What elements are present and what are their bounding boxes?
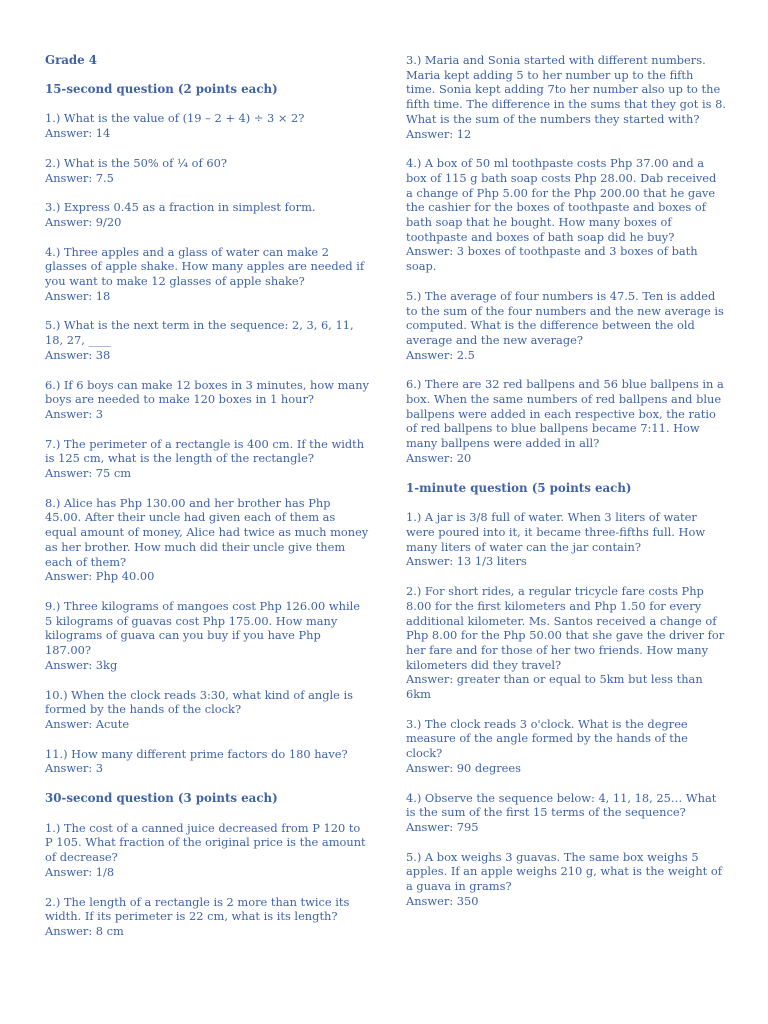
answer-text: Answer: 75 cm — [45, 466, 132, 481]
question-item — [406, 289, 726, 363]
question-text: 6.) There are 32 red ballpens and 56 blue ballpens in a box. When the same numbers of red ballpens and blue ballpens were added in each respective box, the ratio of red ballpens to blue ballpens became 7:11. How many ballpens were added in all? — [406, 377, 724, 451]
question-text: 1.) A jar is 3/8 full of water. When 3 liters of water were poured into it, it became three-fifths full. How many liters of water can the jar contain? — [406, 510, 706, 554]
question-item — [406, 850, 726, 909]
answer-text: Answer: 20 — [406, 450, 472, 465]
question-text: 1.) The cost of a canned juice decreased from P 120 to P 105. What fraction of the original price is the amount of decrease? — [45, 820, 366, 865]
answer-text: Answer: Acute — [45, 716, 130, 731]
question-item — [406, 510, 726, 569]
question-text: 10.) When the clock reads 3:30, what kind of angle is formed by the hands of the clock? — [45, 687, 354, 717]
question-item — [406, 791, 726, 835]
question-item — [406, 584, 726, 702]
answer-text: Answer: 3kg — [45, 657, 118, 672]
question-text: 2.) The length of a rectangle is 2 more than twice its width. If its perimeter is 22 cm, what is its length? — [45, 894, 350, 924]
question-text: 9.) Three kilograms of mangoes cost Php 126.00 while 5 kilograms of guavas cost Php 175.00. How many kilograms of guava can you buy if you have Php 187.00? — [45, 598, 361, 658]
question-text: 3.) Maria and Sonia started with different numbers. Maria kept adding 5 to her number up to the fifth time. Sonia kept adding 7to her number also up to the fifth time. The difference in the sums that they got is 8. What is the sum of the numbers they started with? — [406, 53, 726, 126]
question-item — [45, 895, 370, 939]
question-item — [406, 377, 726, 465]
question-text: 3.) The clock reads 3 o'clock. What is the degree measure of the angle formed by the hands of the clock? — [406, 716, 688, 761]
answer-text: Answer: 3 boxes of toothpaste and 3 boxes of bath soap. — [406, 244, 698, 274]
section-heading: 15-second question (2 points each) — [45, 81, 278, 96]
question-text: 1.) What is the value of (19 – 2 + 4) ÷ 3 × 2? — [45, 111, 305, 126]
question-text: 11.) How many different prime factors do 180 have? — [45, 746, 348, 761]
question-item — [45, 111, 370, 140]
question-text: 7.) The perimeter of a rectangle is 400 cm. If the width is 125 cm, what is the length of the rectangle? — [45, 436, 365, 466]
answer-text: Answer: 18 — [45, 288, 111, 303]
answer-text: Answer: 350 — [406, 893, 479, 908]
question-item — [45, 245, 370, 304]
section-heading: 1-minute question (5 points each) — [406, 480, 632, 495]
question-item — [45, 437, 370, 481]
answer-text: Answer: Php 40.00 — [45, 569, 155, 584]
question-text: 8.) Alice has Php 130.00 and her brother has Php 45.00. After their uncle had given each of them as equal amount of money, Alice had twice as much money as her brother. How much did their uncle give them each of them? — [45, 495, 369, 569]
answer-text: Answer: 8 cm — [45, 923, 124, 938]
question-item — [45, 200, 370, 229]
question-text: 2.) For short rides, a regular tricycle fare costs Php 8.00 for the first kilometers and Php 1.50 for every additional kilometer. Ms. Santos received a change of Php 8.00 for the Php 50.00 that she gave the driver for her fare and for those of her two friends. How many kilometers did they travel? — [406, 584, 725, 672]
answer-text: Answer: 2.5 — [406, 347, 475, 362]
answer-text: Answer: 9/20 — [45, 214, 122, 229]
question-text: 4.) Three apples and a glass of water can make 2 glasses of apple shake. How many apples are needed if you want to make 12 glasses of apple shake? — [45, 244, 365, 289]
question-text: 6.) If 6 boys can make 12 boxes in 3 minutes, how many boys are needed to make 120 boxes in 1 hour? — [45, 377, 369, 407]
question-text: 3.) Express 0.45 as a fraction in simplest form. — [45, 200, 316, 215]
answer-text: Answer: 13 1/3 liters — [406, 554, 527, 569]
answer-text: Answer: greater than or equal to 5km but less than 6km — [406, 672, 703, 702]
question-item — [45, 318, 370, 362]
question-text: 5.) The average of four numbers is 47.5. Ten is added to the sum of the four numbers and the new average is computed. What is the difference between the old average and the new average? — [406, 288, 724, 347]
question-item — [45, 378, 370, 422]
question-item — [406, 53, 726, 141]
question-item — [45, 747, 370, 776]
left-column — [45, 53, 370, 954]
grade-title: Grade 4 — [45, 53, 98, 67]
question-text: 5.) What is the next term in the sequence: 2, 3, 6, 11, 18, 27, ____ — [45, 318, 354, 348]
question-item — [45, 821, 370, 880]
section-heading: 30-second question (3 points each) — [45, 791, 278, 806]
question-text: 4.) Observe the sequence below: 4, 11, 18, 25… What is the sum of the first 15 terms of the sequence? — [406, 790, 717, 820]
question-item — [45, 599, 370, 673]
answer-text: Answer: 90 degrees — [406, 760, 522, 775]
question-text: 2.) What is the 50% of ¼ of 60? — [45, 155, 227, 170]
answer-text: Answer: 3 — [45, 406, 104, 421]
answer-text: Answer: 7.5 — [45, 170, 114, 185]
question-item — [45, 496, 370, 584]
answer-text: Answer: 38 — [45, 347, 111, 362]
question-item — [45, 688, 370, 732]
answer-text: Answer: 14 — [45, 126, 111, 141]
question-text: 4.) A box of 50 ml toothpaste costs Php 37.00 and a box of 115 g bath soap costs Php 28.00. Dab received a change of Php 5.00 for the Php 200.00 that he gave the cashier for the boxes of toothpaste and boxes of bath soap that he bought. How many boxes of toothpaste and boxes of bath soap did he buy? — [406, 156, 717, 244]
answer-text: Answer: 795 — [406, 819, 479, 834]
question-item — [45, 156, 370, 185]
answer-text: Answer: 3 — [45, 761, 104, 776]
question-item — [406, 717, 726, 776]
right-column — [406, 53, 726, 923]
question-item — [406, 156, 726, 274]
question-text: 5.) A box weighs 3 guavas. The same box weighs 5 apples. If an apple weighs 210 g, what is the weight of a guava in grams? — [406, 849, 722, 894]
answer-text: Answer: 12 — [406, 126, 472, 141]
answer-text: Answer: 1/8 — [45, 864, 115, 879]
